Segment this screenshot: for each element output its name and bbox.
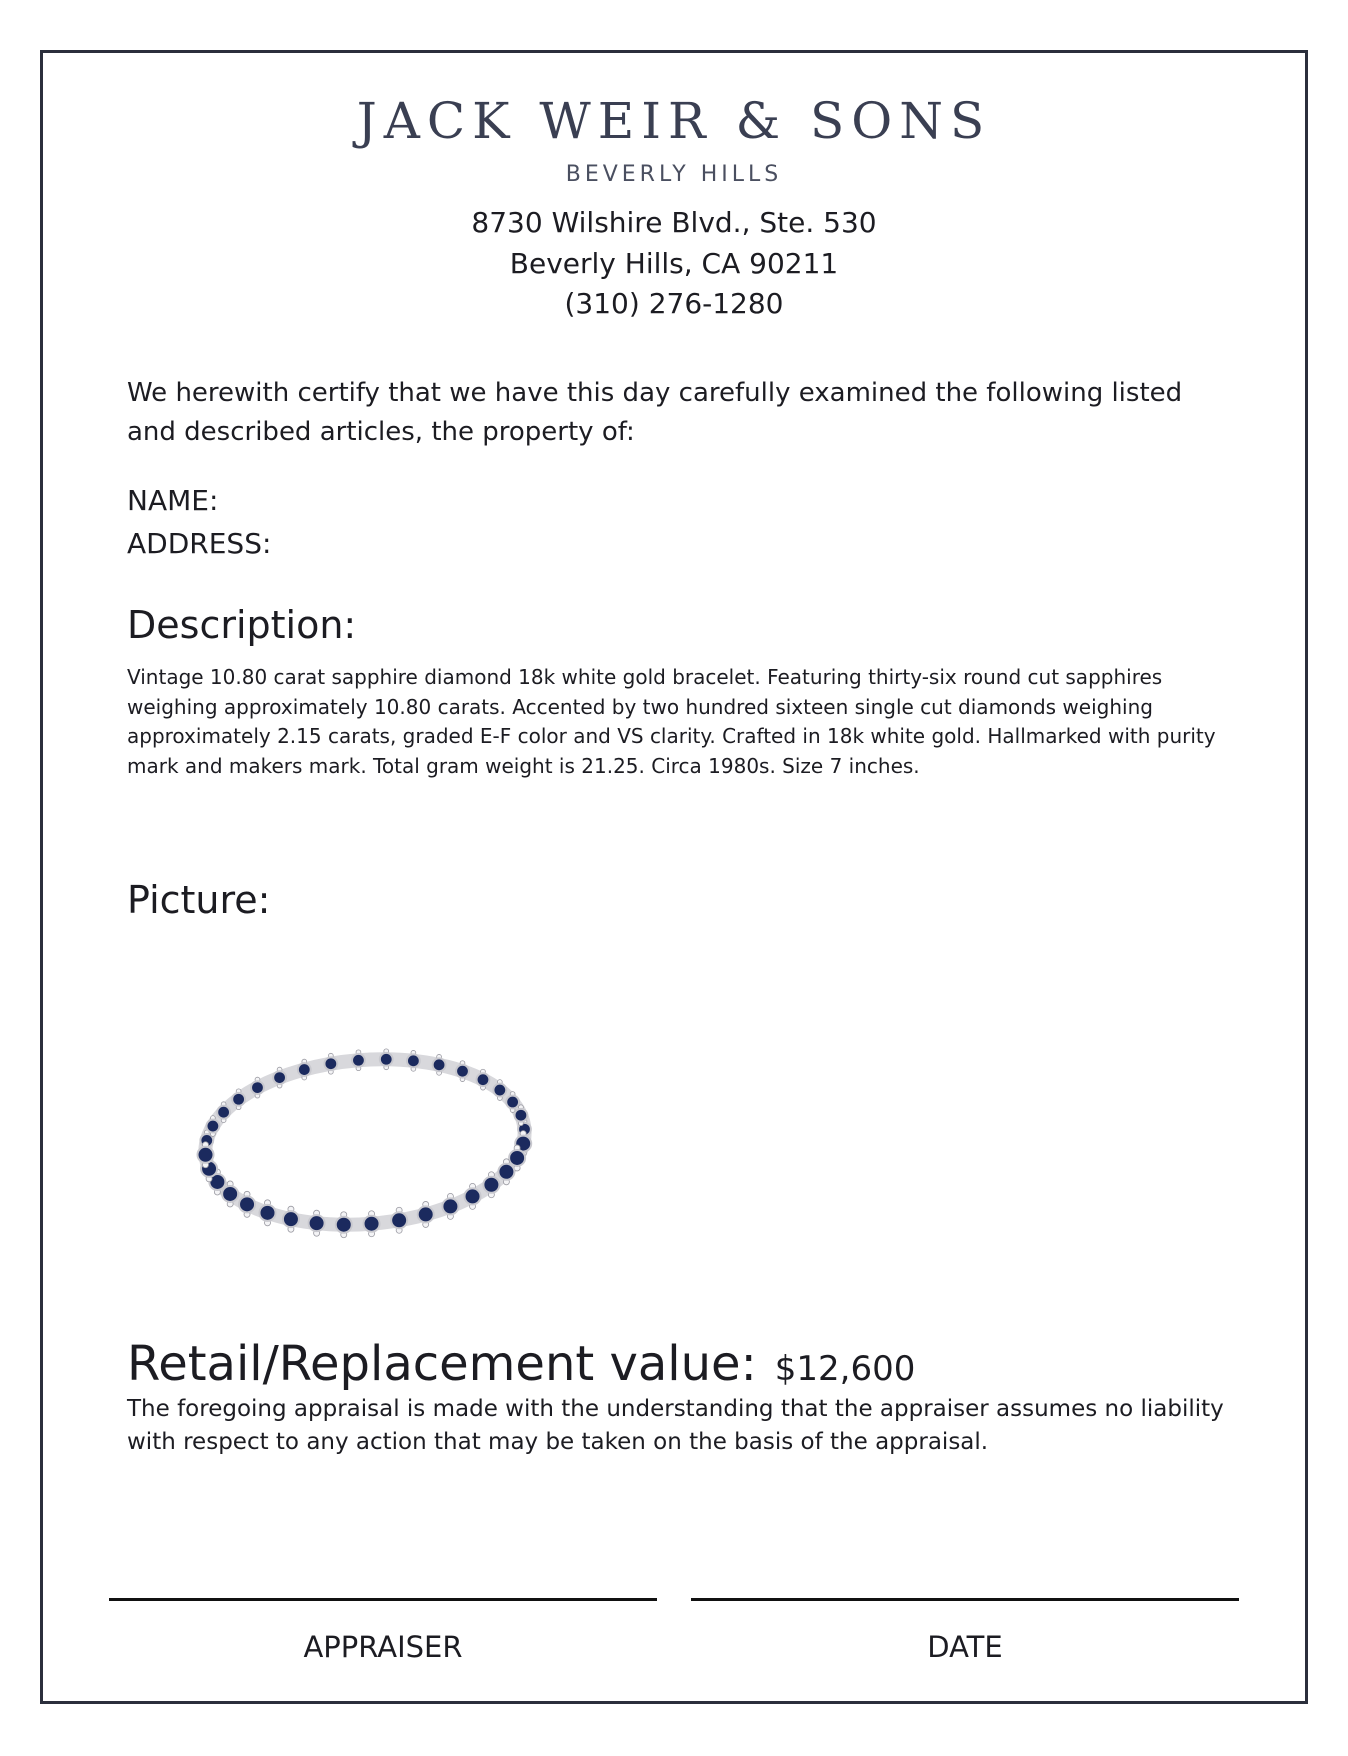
sapphire-stone <box>217 1106 230 1119</box>
name-field-label: NAME: <box>127 484 219 517</box>
sapphire-stone <box>483 1177 499 1193</box>
date-signature-line <box>691 1598 1239 1601</box>
brand-location: BEVERLY HILLS <box>565 162 783 187</box>
sapphire-stone <box>352 1054 365 1067</box>
sapphire-stone <box>506 1096 519 1109</box>
sapphire-stone <box>232 1093 245 1106</box>
sapphire-stone <box>407 1054 420 1067</box>
sapphire-stone <box>239 1196 255 1212</box>
sapphire-stone <box>515 1109 528 1122</box>
retail-value-amount: $12,600 <box>774 1349 916 1389</box>
sapphire-stone <box>283 1211 299 1227</box>
certification-statement: We herewith certify that we have this day carefully examined the following listed and described articles, the property of: <box>127 378 1183 447</box>
sapphire-stone <box>509 1150 525 1166</box>
date-label: DATE <box>927 1630 1003 1664</box>
appraiser-signature-line <box>109 1598 657 1601</box>
sapphire-stone <box>418 1206 434 1222</box>
sapphire-stone <box>493 1084 506 1097</box>
address-line-1: 8730 Wilshire Blvd., Ste. 530 <box>471 206 877 239</box>
sapphire-stone <box>206 1120 219 1133</box>
sapphire-stone <box>222 1186 238 1202</box>
sapphire-stone <box>298 1063 311 1076</box>
sapphire-stone <box>498 1164 514 1180</box>
retail-value-label: Retail/Replacement value: <box>127 1336 757 1392</box>
sapphire-stone <box>260 1205 276 1221</box>
appraisal-disclaimer: The foregoing appraisal is made with the understanding that the appraiser assumes no liability with respect to any action that may be taken on the basis of the appraisal. <box>127 1396 1224 1455</box>
sapphire-stone <box>273 1071 286 1084</box>
sapphire-stone <box>364 1216 380 1232</box>
sapphire-stone <box>465 1188 481 1204</box>
sapphire-stone <box>336 1217 352 1233</box>
sapphire-stone <box>433 1058 446 1071</box>
appraiser-label: APPRAISER <box>303 1630 463 1664</box>
sapphire-stone <box>198 1147 214 1163</box>
description-heading: Description: <box>127 603 357 647</box>
sapphire-stone <box>456 1065 469 1078</box>
address-line-2: Beverly Hills, CA 90211 <box>509 247 839 280</box>
phone-number: (310) 276-1280 <box>564 287 784 320</box>
sapphire-stone <box>442 1198 458 1214</box>
address-field-label: ADDRESS: <box>127 527 272 560</box>
description-text: Vintage 10.80 carat sapphire diamond 18k white gold bracelet. Featuring thirty-six round cut sapphires weighing approximately 10.80 carats. Accented by two hundred sixteen single cut diamonds weighing approximately 2.15 carats, graded E-F color and VS clarity. Crafted in 18k white gold. Hallmarked with purity mark and makers mark. Total gram weight is 21.25. Circa 1980s. Size 7 inches. <box>127 665 1216 778</box>
sapphire-stone <box>477 1073 490 1086</box>
retail-value-row <box>127 1336 915 1392</box>
sapphire-stone <box>251 1081 264 1094</box>
sapphire-stone <box>309 1215 325 1231</box>
sapphire-stone <box>391 1212 407 1228</box>
sapphire-stone <box>324 1057 337 1070</box>
picture-heading: Picture: <box>127 878 271 922</box>
sapphire-stone <box>380 1053 393 1066</box>
brand-name: JACK WEIR & SONS <box>356 92 992 150</box>
bracelet-picture <box>170 1012 560 1262</box>
